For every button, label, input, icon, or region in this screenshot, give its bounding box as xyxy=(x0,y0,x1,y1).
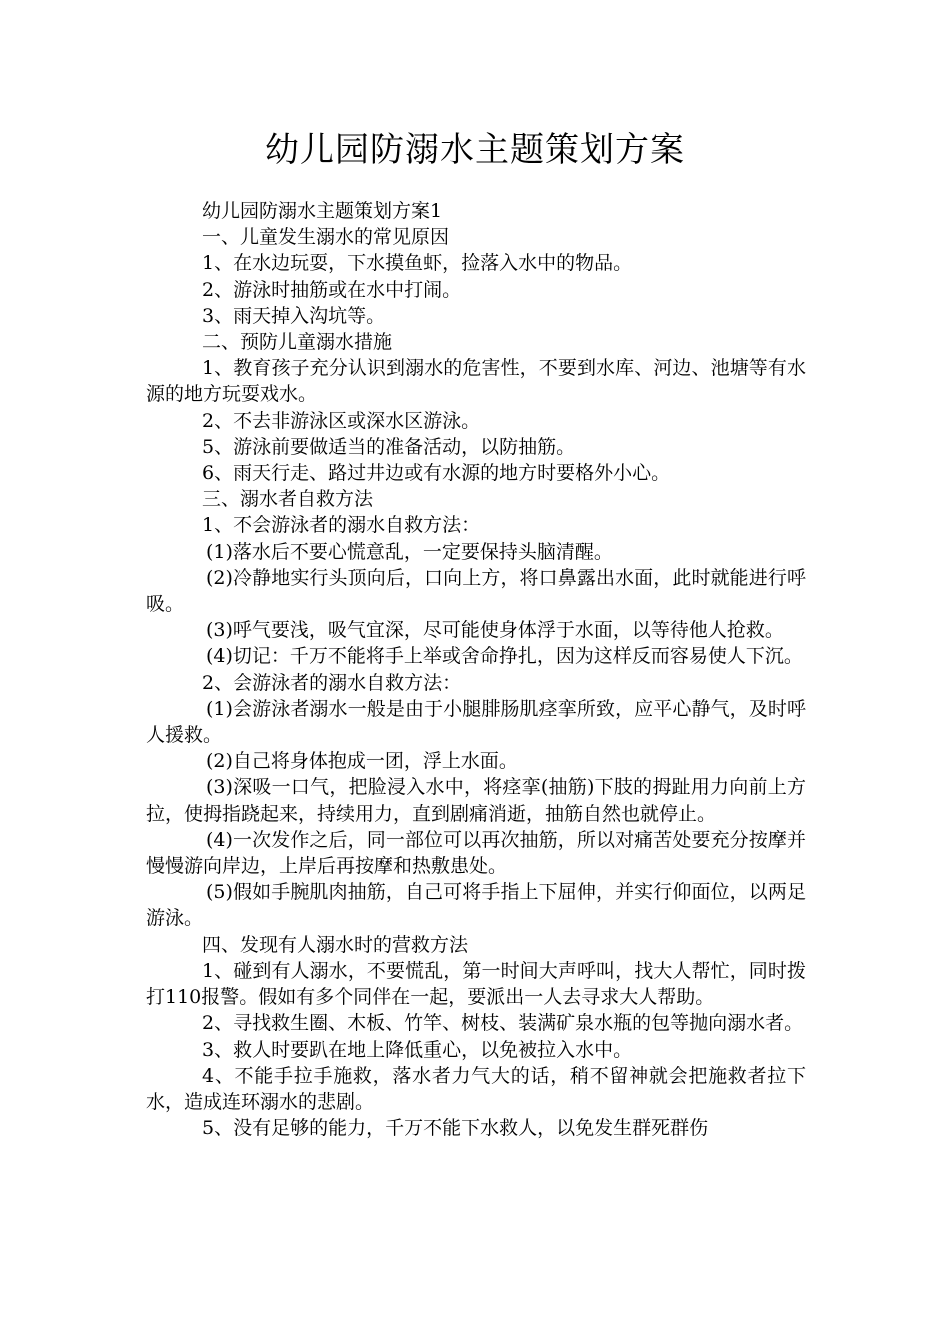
subsection-heading: 1、不会游泳者的溺水自救方法： xyxy=(202,514,481,537)
section-heading: 幼儿园防溺水主题策划方案1 xyxy=(202,200,443,222)
section-heading: 三、溺水者自救方法 xyxy=(202,488,374,511)
paragraph: (2)冷静地实行头顶向后，口向上方，将口鼻露出水面，此时就能进行呼吸。 xyxy=(146,566,806,616)
paragraph: 5、没有足够的能力，千万不能下水救人，以免发生群死群伤 xyxy=(202,1117,709,1140)
paragraph: (3)深吸一口气，把脸浸入水中，将痉挛(抽筋)下肢的拇趾用力向前上方拉，使拇指跷起来，持续用力，直到剧痛消逝，抽筋自然也就停止。 xyxy=(146,776,806,825)
subsection-heading: 2、会游泳者的溺水自救方法： xyxy=(202,671,462,694)
paragraph: 5、游泳前要做适当的准备活动，以防抽筋。 xyxy=(202,435,576,458)
paragraph: (1)落水后不要心慌意乱，一定要保持头脑清醒。 xyxy=(206,540,613,563)
document-body xyxy=(146,198,806,1141)
section-heading: 二、预防儿童溺水措施 xyxy=(202,331,393,354)
paragraph: 1、教育孩子充分认识到溺水的危害性，不要到水库、河边、池塘等有水源的地方玩耍戏水。 xyxy=(146,357,806,406)
paragraph: (1)会游泳者溺水一般是由于小腿腓肠肌痉挛所致，应平心静气，及时呼人援救。 xyxy=(146,697,806,747)
section-heading: 一、儿童发生溺水的常见原因 xyxy=(202,226,450,249)
document-title: 幼儿园防溺水主题策划方案 xyxy=(265,130,685,170)
paragraph: (4)切记：千万不能将手上举或舍命挣扎，因为这样反而容易使人下沉。 xyxy=(206,645,803,668)
paragraph: 3、雨天掉入沟坑等。 xyxy=(202,304,386,327)
paragraph: (3)呼气要浅，吸气宜深，尽可能使身体浮于水面，以等待他人抢救。 xyxy=(206,619,784,642)
paragraph: 2、寻找救生圈、木板、竹竿、树枝、装满矿泉水瓶的包等抛向溺水者。 xyxy=(202,1012,804,1035)
section-heading: 四、发现有人溺水时的营救方法 xyxy=(202,933,469,956)
paragraph: 2、不去非游泳区或深水区游泳。 xyxy=(202,409,481,432)
paragraph: 2、游泳时抽筋或在水中打闹。 xyxy=(202,278,462,301)
paragraph: 1、碰到有人溺水，不要慌乱，第一时间大声呼叫，找大人帮忙，同时拨打110报警。假如有多个同伴在一起，要派出一人去寻求大人帮助。 xyxy=(146,959,806,1009)
paragraph: 3、救人时要趴在地上降低重心，以免被拉入水中。 xyxy=(202,1038,633,1061)
paragraph: (5)假如手腕肌肉抽筋，自己可将手指上下屈伸，并实行仰面位，以两足游泳。 xyxy=(146,881,806,930)
paragraph: (4)一次发作之后，同一部位可以再次抽筋，所以对痛苦处要充分按摩并慢慢游向岸边，上岸后再按摩和热敷患处。 xyxy=(146,828,806,878)
paragraph: 1、在水边玩耍，下水摸鱼虾，捡落入水中的物品。 xyxy=(202,252,633,275)
paragraph: 6、雨天行走、路过井边或有水源的地方时要格外小心。 xyxy=(202,462,671,485)
paragraph: (2)自己将身体抱成一团，浮上水面。 xyxy=(206,750,518,773)
paragraph: 4、不能手拉手施救，落水者力气大的话，稍不留神就会把施救者拉下水，造成连环溺水的悲剧。 xyxy=(146,1064,806,1113)
